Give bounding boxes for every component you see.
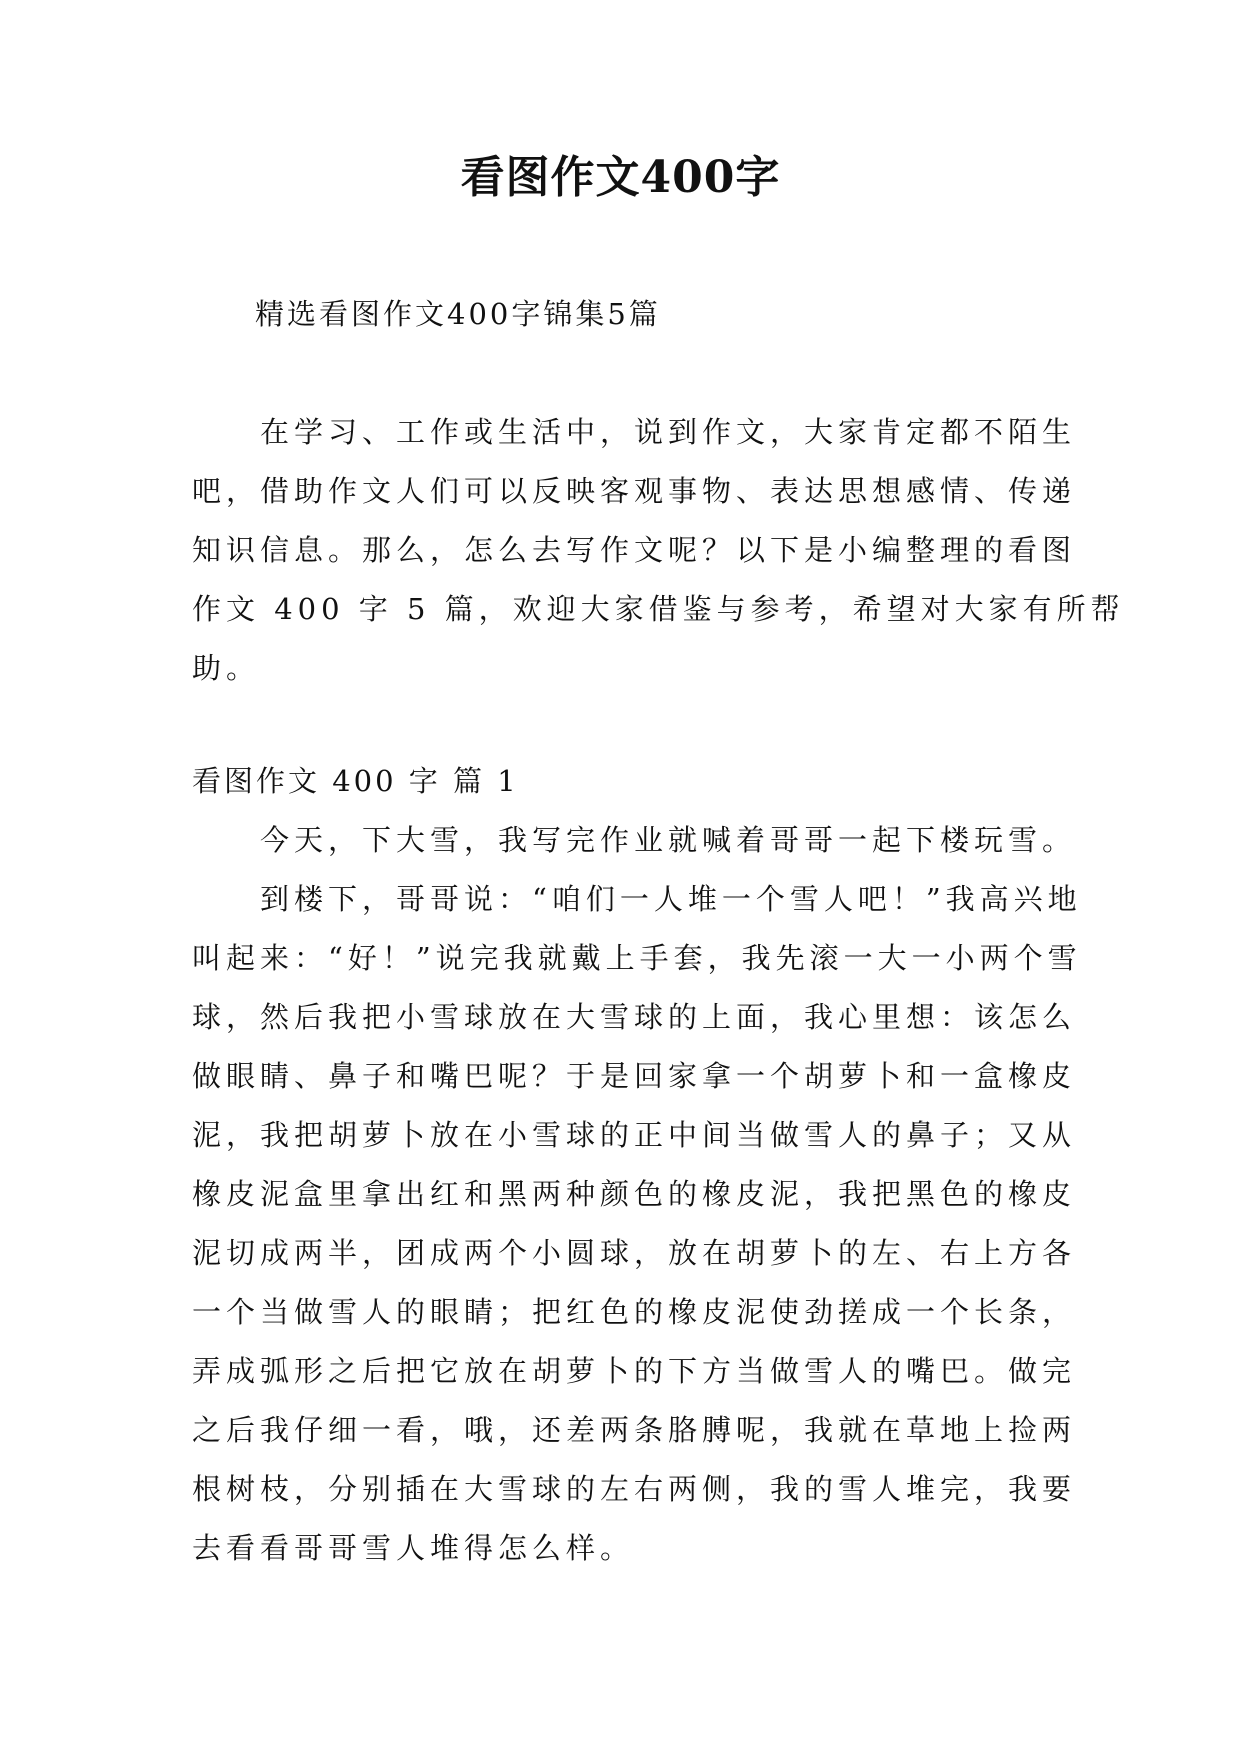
body-line: 去看看哥哥雪人堆得怎么样。 — [192, 1531, 635, 1565]
body-line: 之后我仔细一看，哦，还差两条胳膊呢，我就在草地上捡两 — [192, 1413, 1077, 1447]
body-line: 橡皮泥盒里拿出红和黑两种颜色的橡皮泥，我把黑色的橡皮 — [192, 1177, 1077, 1211]
body-line: 泥切成两半，团成两个小圆球，放在胡萝卜的左、右上方各 — [192, 1236, 1077, 1270]
essay-body — [192, 811, 1082, 1578]
body-line: 泥，我把胡萝卜放在小雪球的正中间当做雪人的鼻子；又从 — [192, 1118, 1077, 1152]
intro-paragraph — [192, 403, 1125, 698]
intro-line: 助。 — [192, 651, 261, 685]
section-heading: 看图作文 400 字 篇 1 — [192, 764, 519, 798]
body-line: 球，然后我把小雪球放在大雪球的上面，我心里想：该怎么 — [192, 1000, 1077, 1034]
intro-line: 知识信息。那么，怎么去写作文呢？以下是小编整理的看图 — [192, 533, 1077, 567]
body-line: 弄成弧形之后把它放在胡萝卜的下方当做雪人的嘴巴。做完 — [192, 1354, 1077, 1388]
document-title: 看图作文400字 — [460, 152, 781, 203]
body-line: 做眼睛、鼻子和嘴巴呢？于是回家拿一个胡萝卜和一盒橡皮 — [192, 1059, 1077, 1093]
intro-line: 吧，借助作文人们可以反映客观事物、表达思想感情、传递 — [192, 474, 1077, 508]
intro-line: 作文 400 字 5 篇，欢迎大家借鉴与参考，希望对大家有所帮 — [192, 592, 1125, 626]
body-line: 根树枝，分别插在大雪球的左右两侧，我的雪人堆完，我要 — [192, 1472, 1077, 1506]
body-line: 今天，下大雪，我写完作业就喊着哥哥一起下楼玩雪。 — [192, 823, 1077, 857]
body-line: 叫起来：“好！”说完我就戴上手套，我先滚一大一小两个雪 — [192, 941, 1082, 975]
body-line: 到楼下，哥哥说：“咱们一人堆一个雪人吧！”我高兴地 — [192, 882, 1082, 916]
body-line: 一个当做雪人的眼睛；把红色的橡皮泥使劲搓成一个长条， — [192, 1295, 1077, 1329]
document-subtitle: 精选看图作文400字锦集5篇 — [255, 297, 661, 331]
intro-line: 在学习、工作或生活中，说到作文，大家肯定都不陌生 — [192, 415, 1077, 449]
